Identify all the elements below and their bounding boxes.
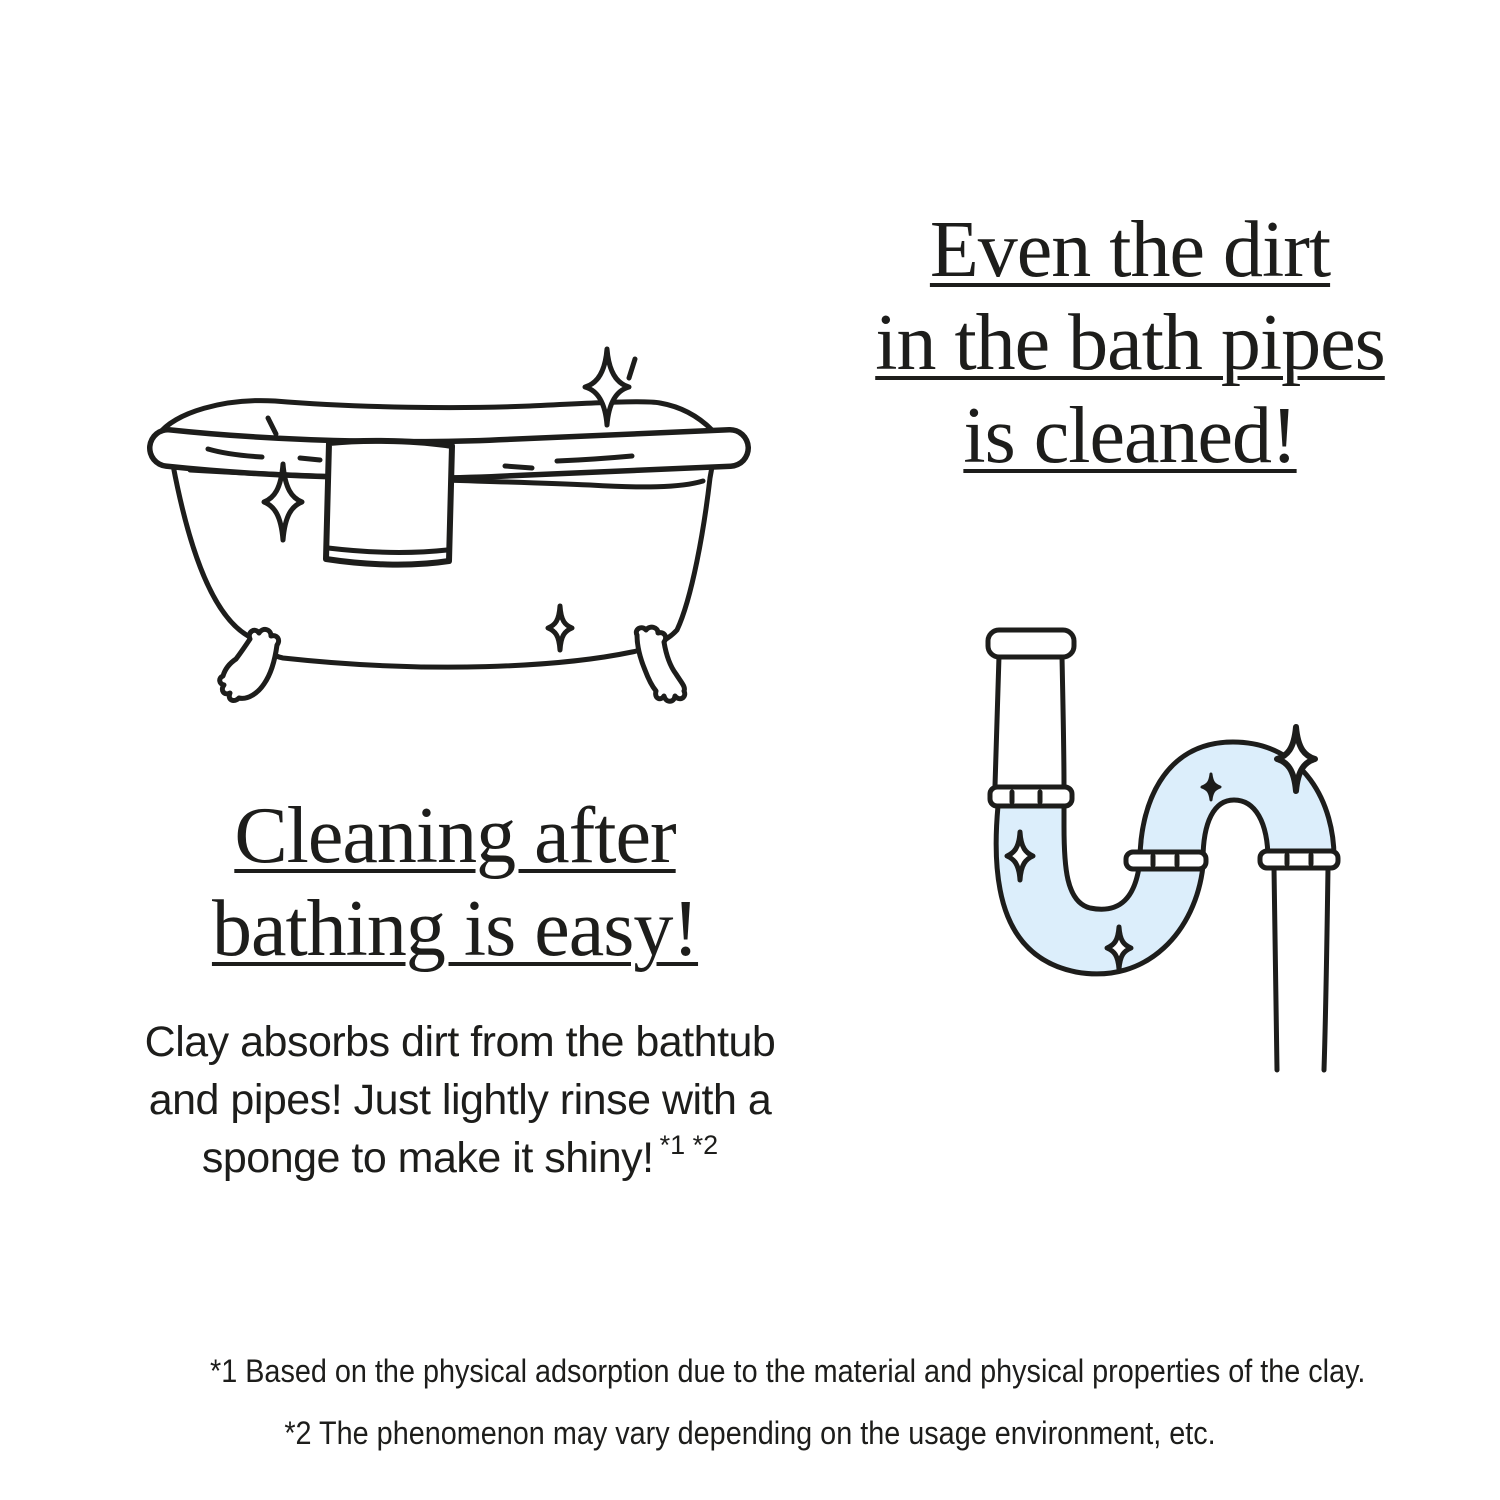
claw-foot-right bbox=[636, 627, 684, 701]
footnote-markers: *1 *2 bbox=[659, 1130, 719, 1160]
heading-line: in the bath pipes bbox=[875, 299, 1385, 387]
towel bbox=[326, 441, 452, 565]
heading-line: is cleaned! bbox=[963, 392, 1297, 480]
pipe-outlet bbox=[1274, 868, 1328, 1070]
pipe-coupling bbox=[1260, 851, 1338, 868]
drain-pipe-illustration bbox=[950, 608, 1410, 1078]
bath-benefit-description bbox=[60, 1013, 860, 1192]
pipe-coupling bbox=[1126, 852, 1206, 869]
bathtub-back-edge bbox=[158, 401, 712, 435]
heading-line: Cleaning after bbox=[234, 792, 676, 880]
footnote-line: *1 Based on the physical adsorption due to the material and physical properties of the clay. bbox=[210, 1353, 1366, 1389]
sparkle-icon bbox=[585, 349, 629, 425]
rim-accent-stroke bbox=[505, 466, 532, 468]
pipe-inlet bbox=[988, 630, 1074, 788]
pipe-coupling bbox=[990, 787, 1072, 806]
description-line: and pipes! Just lightly rinse with a bbox=[148, 1076, 772, 1124]
heading-line: bathing is easy! bbox=[211, 885, 699, 973]
heading-line: Even the dirt bbox=[929, 206, 1331, 294]
bath-benefit-heading bbox=[155, 790, 755, 976]
footnotes bbox=[210, 1340, 1366, 1464]
footnote-line: *2 The phenomenon may vary depending on the usage environment, etc. bbox=[284, 1415, 1216, 1451]
rim-accent-stroke bbox=[300, 458, 320, 460]
description-line: sponge to make it shiny! $^{*1 *2}$ bbox=[201, 1130, 719, 1182]
pipe-benefit-heading bbox=[830, 204, 1430, 483]
interior-tick bbox=[268, 418, 276, 434]
description-line: Clay absorbs dirt from the bathtub bbox=[144, 1018, 776, 1066]
bathtub-illustration bbox=[140, 330, 780, 750]
claw-foot-left bbox=[220, 629, 279, 700]
interior-tick bbox=[629, 359, 635, 378]
